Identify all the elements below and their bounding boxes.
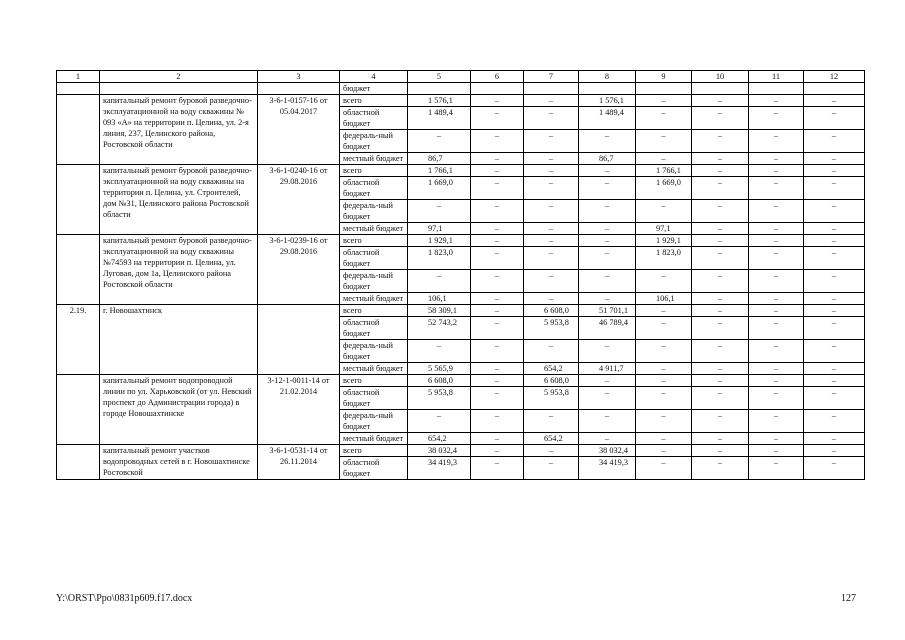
value-cell: –	[749, 433, 804, 445]
value-cell: 51 701,1	[579, 305, 636, 317]
value-cell: –	[524, 247, 579, 270]
value-cell: –	[692, 410, 749, 433]
value-cell: 1 489,4	[579, 107, 636, 130]
column-number: 6	[471, 71, 524, 83]
value-cell: 1 576,1	[408, 95, 471, 107]
expertise-code: 3-6-1-0531-14 от 26.11.2014	[258, 445, 340, 480]
value-cell: –	[749, 130, 804, 153]
value-cell: –	[524, 293, 579, 305]
value-cell: 38 032,4	[408, 445, 471, 457]
value-cell: –	[471, 457, 524, 480]
value-cell: –	[804, 433, 865, 445]
budget-source: федераль-ный бюджет	[340, 200, 408, 223]
column-number: 12	[804, 71, 865, 83]
value-cell: –	[804, 317, 865, 340]
value-cell: –	[579, 247, 636, 270]
value-cell: –	[692, 445, 749, 457]
value-cell: –	[749, 375, 804, 387]
value-cell: –	[524, 457, 579, 480]
value-cell: –	[471, 200, 524, 223]
value-cell: –	[471, 375, 524, 387]
budget-source: областной бюджет	[340, 317, 408, 340]
value-cell: –	[804, 363, 865, 375]
value-cell: –	[471, 363, 524, 375]
value-cell: 1 669,0	[636, 177, 692, 200]
budget-source: местный бюджет	[340, 223, 408, 235]
value-cell: –	[804, 107, 865, 130]
expertise-code: 3-6-1-0239-16 от 29.08.2016	[258, 235, 340, 305]
value-cell: –	[692, 293, 749, 305]
expertise-code: 3-6-1-0240-16 от 29.08.2016	[258, 165, 340, 235]
value-cell: –	[636, 457, 692, 480]
value-cell: –	[692, 153, 749, 165]
value-cell: –	[692, 433, 749, 445]
table-row	[57, 375, 865, 387]
value-cell: –	[524, 107, 579, 130]
value-cell: –	[636, 363, 692, 375]
column-number: 8	[579, 71, 636, 83]
object-name: капитальный ремонт буровой разведочно-эксплуатационной на воду скважины на территории п. Целина, ул. Строителей, дом №31, Целинского района Ростовской области	[100, 165, 258, 235]
value-cell: –	[524, 130, 579, 153]
value-cell: –	[749, 235, 804, 247]
value-cell: –	[692, 457, 749, 480]
value-cell: 52 743,2	[408, 317, 471, 340]
value-cell: –	[804, 445, 865, 457]
value-cell: –	[471, 177, 524, 200]
table-row	[57, 95, 865, 107]
value-cell: –	[692, 363, 749, 375]
value-cell: 86,7	[579, 153, 636, 165]
value-cell: –	[804, 387, 865, 410]
value-cell: –	[579, 165, 636, 177]
value-cell: –	[692, 235, 749, 247]
value-cell: –	[579, 375, 636, 387]
value-cell: –	[524, 410, 579, 433]
value-cell: –	[692, 130, 749, 153]
value-cell: –	[408, 340, 471, 363]
budget-source: местный бюджет	[340, 433, 408, 445]
column-number: 9	[636, 71, 692, 83]
value-cell: 58 309,1	[408, 305, 471, 317]
budget-source: областной бюджет	[340, 247, 408, 270]
object-name: капитальный ремонт буровой разведочно-эксплуатационной на воду скважины № 093 «А» на территории п. Целина, ул. 2-я линия, 237, Целинского района, Ростовской области	[100, 95, 258, 165]
value-cell: 1 576,1	[579, 95, 636, 107]
budget-source: федераль-ный бюджет	[340, 410, 408, 433]
column-number: 10	[692, 71, 749, 83]
value-cell: –	[471, 247, 524, 270]
value-cell: –	[636, 107, 692, 130]
value-cell: –	[471, 340, 524, 363]
value-cell: –	[636, 200, 692, 223]
value-cell: 97,1	[408, 223, 471, 235]
value-cell: –	[524, 445, 579, 457]
value-cell: 46 789,4	[579, 317, 636, 340]
column-number-row	[57, 71, 865, 83]
budget-source: всего	[340, 165, 408, 177]
value-cell: –	[749, 270, 804, 293]
value-cell: –	[804, 340, 865, 363]
value-cell: 106,1	[408, 293, 471, 305]
budget-table	[56, 70, 865, 480]
value-cell: 654,2	[524, 433, 579, 445]
value-cell: 1 766,1	[408, 165, 471, 177]
value-cell: –	[579, 235, 636, 247]
value-cell: 34 419,3	[579, 457, 636, 480]
budget-source: областной бюджет	[340, 387, 408, 410]
value-cell: –	[471, 130, 524, 153]
value-cell: 6 608,0	[524, 375, 579, 387]
value-cell: –	[636, 153, 692, 165]
value-cell: –	[524, 235, 579, 247]
value-cell: –	[471, 95, 524, 107]
value-cell: –	[636, 305, 692, 317]
value-cell: –	[471, 305, 524, 317]
value-cell: –	[471, 317, 524, 340]
column-number: 7	[524, 71, 579, 83]
value-cell: 86,7	[408, 153, 471, 165]
value-cell: –	[692, 223, 749, 235]
value-cell: –	[636, 387, 692, 410]
value-cell: –	[804, 165, 865, 177]
value-cell: –	[804, 305, 865, 317]
object-name: капитальный ремонт водопроводной линии по ул. Харьковской (от ул. Невский проспект до Администрации города) в городе Новошахтинске	[100, 375, 258, 445]
value-cell: –	[804, 223, 865, 235]
value-cell: –	[524, 200, 579, 223]
value-cell: –	[692, 200, 749, 223]
table-row	[57, 305, 865, 317]
value-cell: –	[524, 95, 579, 107]
value-cell: –	[749, 445, 804, 457]
value-cell: –	[749, 305, 804, 317]
value-cell: –	[408, 270, 471, 293]
value-cell: –	[692, 387, 749, 410]
value-cell: –	[579, 200, 636, 223]
value-cell: –	[804, 247, 865, 270]
value-cell: 34 419,3	[408, 457, 471, 480]
budget-source: местный бюджет	[340, 363, 408, 375]
value-cell: 106,1	[636, 293, 692, 305]
value-cell: –	[636, 410, 692, 433]
value-cell: 6 608,0	[408, 375, 471, 387]
value-cell: 5 953,8	[524, 387, 579, 410]
value-cell: –	[749, 223, 804, 235]
column-number: 4	[340, 71, 408, 83]
value-cell: 38 032,4	[579, 445, 636, 457]
value-cell: –	[524, 153, 579, 165]
value-cell: 4 911,7	[579, 363, 636, 375]
value-cell: –	[471, 387, 524, 410]
value-cell: –	[636, 433, 692, 445]
value-cell: 97,1	[636, 223, 692, 235]
column-number: 2	[100, 71, 258, 83]
value-cell: 654,2	[524, 363, 579, 375]
value-cell: 1 823,0	[408, 247, 471, 270]
value-cell: 1 669,0	[408, 177, 471, 200]
expertise-code	[258, 305, 340, 375]
value-cell: –	[471, 410, 524, 433]
value-cell: –	[804, 410, 865, 433]
value-cell: 1 766,1	[636, 165, 692, 177]
value-cell: –	[749, 363, 804, 375]
value-cell: –	[636, 95, 692, 107]
value-cell: –	[471, 293, 524, 305]
value-cell: –	[524, 223, 579, 235]
value-cell: –	[471, 165, 524, 177]
value-cell: –	[471, 223, 524, 235]
value-cell: –	[749, 387, 804, 410]
row-index	[57, 95, 100, 165]
budget-source: всего	[340, 445, 408, 457]
value-cell: –	[749, 95, 804, 107]
value-cell: –	[692, 317, 749, 340]
budget-source: областной бюджет	[340, 107, 408, 130]
budget-source: областной бюджет	[340, 457, 408, 480]
budget-source: федераль-ный бюджет	[340, 340, 408, 363]
budget-source: всего	[340, 375, 408, 387]
value-cell: –	[749, 177, 804, 200]
value-cell: –	[749, 340, 804, 363]
value-cell: –	[636, 270, 692, 293]
column-number: 5	[408, 71, 471, 83]
budget-source: всего	[340, 235, 408, 247]
value-cell: –	[636, 317, 692, 340]
page-number: 127	[841, 593, 856, 604]
value-cell: 5 953,8	[524, 317, 579, 340]
value-cell: –	[804, 130, 865, 153]
column-number: 1	[57, 71, 100, 83]
value-cell: –	[579, 340, 636, 363]
object-name: г. Новошахтинск	[100, 305, 258, 375]
budget-source: местный бюджет	[340, 293, 408, 305]
budget-source: федераль-ный бюджет	[340, 270, 408, 293]
table-row	[57, 445, 865, 457]
row-index	[57, 235, 100, 305]
value-cell: –	[579, 433, 636, 445]
row-index	[57, 165, 100, 235]
value-cell: –	[749, 457, 804, 480]
value-cell: –	[579, 410, 636, 433]
column-number: 11	[749, 71, 804, 83]
value-cell: –	[749, 107, 804, 130]
value-cell: –	[749, 165, 804, 177]
value-cell: –	[692, 165, 749, 177]
value-cell: –	[749, 293, 804, 305]
value-cell: 5 953,8	[408, 387, 471, 410]
value-cell: 1 823,0	[636, 247, 692, 270]
object-name: капитальный ремонт буровой разведочно-эксплуатационной на воду скважины №74593 на территории п. Целина, ул. Луговая, дом 1а, Целинского района Ростовской области	[100, 235, 258, 305]
value-cell: –	[636, 130, 692, 153]
object-name: капитальный ремонт участков водопроводных сетей в г. Новошахтинске Ростовской	[100, 445, 258, 480]
row-index	[57, 445, 100, 480]
row-index	[57, 375, 100, 445]
value-cell: –	[692, 340, 749, 363]
value-cell: –	[524, 177, 579, 200]
value-cell: –	[804, 457, 865, 480]
value-cell: –	[692, 305, 749, 317]
value-cell: –	[749, 410, 804, 433]
value-cell: –	[524, 165, 579, 177]
file-path: Y:\ORST\Ppo\0831p609.f17.docx	[56, 593, 193, 604]
value-cell: –	[749, 247, 804, 270]
carry-over-row	[57, 83, 865, 95]
value-cell: –	[692, 107, 749, 130]
value-cell: –	[804, 153, 865, 165]
value-cell: –	[636, 340, 692, 363]
value-cell: –	[636, 375, 692, 387]
value-cell: –	[804, 293, 865, 305]
value-cell: –	[749, 317, 804, 340]
value-cell: –	[408, 410, 471, 433]
value-cell: –	[636, 445, 692, 457]
value-cell: 1 489,4	[408, 107, 471, 130]
value-cell: 1 929,1	[408, 235, 471, 247]
value-cell: –	[408, 130, 471, 153]
budget-source: федераль-ный бюджет	[340, 130, 408, 153]
table-row	[57, 235, 865, 247]
value-cell: –	[579, 223, 636, 235]
value-cell: –	[804, 200, 865, 223]
value-cell: –	[471, 270, 524, 293]
value-cell: –	[579, 270, 636, 293]
value-cell: –	[408, 200, 471, 223]
value-cell: –	[692, 375, 749, 387]
value-cell: –	[579, 387, 636, 410]
value-cell: –	[579, 177, 636, 200]
value-cell: 5 565,9	[408, 363, 471, 375]
value-cell: –	[804, 235, 865, 247]
expertise-code: 3-6-1-0157-16 от 05.04.2017	[258, 95, 340, 165]
value-cell: 6 608,0	[524, 305, 579, 317]
value-cell: –	[692, 247, 749, 270]
budget-source: всего	[340, 95, 408, 107]
expertise-code: 3-12-1-0011-14 от 21.02.2014	[258, 375, 340, 445]
table-row	[57, 165, 865, 177]
value-cell: –	[524, 340, 579, 363]
value-cell: –	[692, 177, 749, 200]
value-cell: –	[804, 270, 865, 293]
value-cell: –	[692, 270, 749, 293]
value-cell: –	[804, 95, 865, 107]
value-cell: –	[471, 235, 524, 247]
value-cell: 1 929,1	[636, 235, 692, 247]
value-cell: –	[524, 270, 579, 293]
value-cell: –	[804, 375, 865, 387]
value-cell: –	[471, 153, 524, 165]
value-cell: 654,2	[408, 433, 471, 445]
value-cell: –	[749, 153, 804, 165]
budget-source: всего	[340, 305, 408, 317]
value-cell: –	[579, 130, 636, 153]
value-cell: –	[471, 107, 524, 130]
value-cell: –	[579, 293, 636, 305]
column-number: 3	[258, 71, 340, 83]
value-cell: –	[471, 433, 524, 445]
value-cell: –	[692, 95, 749, 107]
budget-source: местный бюджет	[340, 153, 408, 165]
row-index: 2.19.	[57, 305, 100, 375]
value-cell: –	[471, 445, 524, 457]
value-cell: –	[749, 200, 804, 223]
budget-source: областной бюджет	[340, 177, 408, 200]
value-cell: –	[804, 177, 865, 200]
carry-over-label: бюджет	[340, 83, 408, 95]
